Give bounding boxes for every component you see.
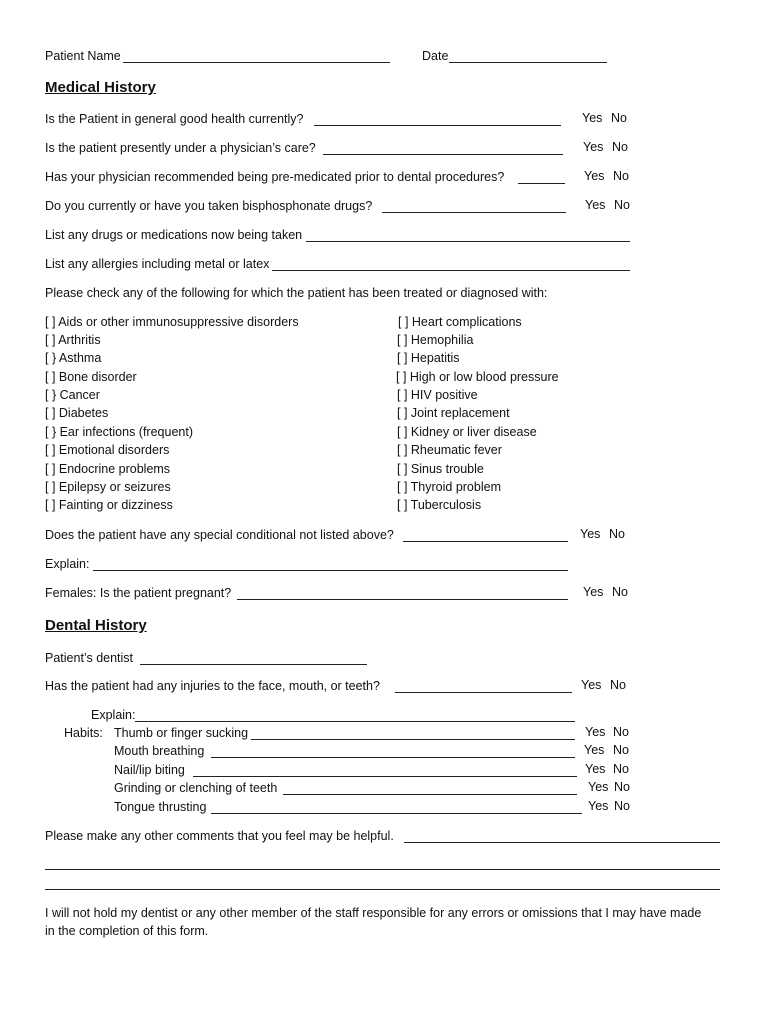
q-pregnant-no[interactable]: No [612, 585, 628, 599]
q-injuries: Has the patient had any injuries to the face, mouth, or teeth? [45, 679, 380, 693]
q-special-condition-field[interactable] [403, 541, 568, 542]
condition-checkbox[interactable]: [ } Asthma [45, 351, 102, 365]
list-allergies-field[interactable] [272, 270, 630, 271]
habit-no[interactable]: No [613, 743, 629, 757]
q-pregnant-field[interactable] [237, 599, 568, 600]
q-physician-care-yes[interactable]: Yes [583, 140, 604, 154]
condition-checkbox[interactable]: [ ] Heart complications [398, 315, 522, 329]
condition-checkbox[interactable]: [ ] Sinus trouble [397, 462, 484, 476]
habits-label: Habits: [64, 726, 103, 740]
q-pregnant: Females: Is the patient pregnant? [45, 586, 232, 600]
q-good-health: Is the Patient in general good health currently? [45, 112, 304, 126]
habit-field[interactable] [211, 757, 575, 758]
condition-checkbox[interactable]: [ ] HIV positive [397, 388, 478, 402]
q-physician-care: Is the patient presently under a physician’s care? [45, 141, 316, 155]
condition-checkbox[interactable]: [ ] Endocrine problems [45, 462, 171, 476]
comments-label: Please make any other comments that you feel may be helpful. [45, 829, 394, 843]
dentist-field[interactable] [140, 664, 367, 665]
condition-checkbox[interactable]: [ ] Kidney or liver disease [397, 425, 537, 439]
q-special-condition-no[interactable]: No [609, 527, 625, 541]
dental-explain-label: Explain: [91, 708, 136, 722]
q-bisphosphonate-yes[interactable]: Yes [585, 198, 606, 212]
habit-yes[interactable]: Yes [588, 780, 609, 794]
habit-label: Tongue thrusting [114, 800, 207, 814]
patient-name-field[interactable] [123, 62, 390, 63]
date-label: Date [422, 49, 449, 63]
q-special-condition: Does the patient have any special conditional not listed above? [45, 528, 394, 542]
condition-checkbox[interactable]: [ ] Epilepsy or seizures [45, 480, 171, 494]
date-field[interactable] [449, 62, 607, 63]
habit-yes[interactable]: Yes [585, 725, 606, 739]
condition-checkbox[interactable]: [ ] Thyroid problem [397, 480, 501, 494]
dental-explain-field[interactable] [135, 721, 575, 722]
dentist-label: Patient’s dentist [45, 651, 134, 665]
q-injuries-no[interactable]: No [610, 678, 626, 692]
habit-yes[interactable]: Yes [585, 762, 606, 776]
list-drugs-label: List any drugs or medications now being taken [45, 228, 303, 242]
q-injuries-field[interactable] [395, 692, 572, 693]
q-bisphosphonate-field[interactable] [382, 212, 566, 213]
habit-field[interactable] [251, 739, 575, 740]
habit-field[interactable] [211, 813, 582, 814]
habit-no[interactable]: No [614, 780, 630, 794]
condition-checkbox[interactable]: [ ] Diabetes [45, 406, 109, 420]
habit-label: Nail/lip biting [114, 763, 185, 777]
condition-checkbox[interactable]: [ ] High or low blood pressure [396, 370, 559, 384]
q-premedicated-field[interactable] [518, 183, 565, 184]
q-injuries-yes[interactable]: Yes [581, 678, 602, 692]
list-allergies-label: List any allergies including metal or latex [45, 257, 270, 271]
q-premedicated-no[interactable]: No [613, 169, 629, 183]
q-physician-care-no[interactable]: No [612, 140, 628, 154]
habit-label: Mouth breathing [114, 744, 205, 758]
habit-field[interactable] [193, 776, 577, 777]
habit-yes[interactable]: Yes [588, 799, 609, 813]
q-good-health-field[interactable] [314, 125, 561, 126]
list-drugs-field[interactable] [306, 241, 630, 242]
q-premedicated-yes[interactable]: Yes [584, 169, 605, 183]
habit-no[interactable]: No [613, 725, 629, 739]
comments-field[interactable] [45, 869, 720, 870]
condition-checkbox[interactable]: [ ] Bone disorder [45, 370, 137, 384]
disclaimer: I will not hold my dentist or any other member of the staff responsible for any errors or omissions that I may have made [45, 906, 702, 920]
disclaimer: in the completion of this form. [45, 924, 209, 938]
condition-checkbox[interactable]: [ ] Rheumatic fever [397, 443, 502, 457]
habit-field[interactable] [283, 794, 577, 795]
habit-label: Thumb or finger sucking [114, 726, 249, 740]
condition-checkbox[interactable]: [ ] Hepatitis [397, 351, 460, 365]
explain-field[interactable] [93, 570, 568, 571]
comments-field[interactable] [45, 889, 720, 890]
habit-no[interactable]: No [613, 762, 629, 776]
condition-checkbox[interactable]: [ ] Fainting or dizziness [45, 498, 173, 512]
comments-field[interactable] [404, 842, 720, 843]
q-bisphosphonate: Do you currently or have you taken bisphosphonate drugs? [45, 199, 373, 213]
dental-history-title: Dental History [45, 617, 147, 634]
condition-checkbox[interactable]: [ ] Aids or other immunosuppressive disorders [45, 315, 299, 329]
q-pregnant-yes[interactable]: Yes [583, 585, 604, 599]
condition-checkbox[interactable]: [ ] Arthritis [45, 333, 101, 347]
condition-checkbox[interactable]: [ ] Emotional disorders [45, 443, 170, 457]
medical-history-title: Medical History [45, 79, 156, 96]
check-prompt: Please check any of the following for which the patient has been treated or diagnosed with: [45, 286, 548, 300]
condition-checkbox[interactable]: [ } Ear infections (frequent) [45, 425, 193, 439]
q-good-health-yes[interactable]: Yes [582, 111, 603, 125]
explain-label: Explain: [45, 557, 90, 571]
q-physician-care-field[interactable] [323, 154, 563, 155]
condition-checkbox[interactable]: [ ] Joint replacement [397, 406, 510, 420]
condition-checkbox[interactable]: [ } Cancer [45, 388, 100, 402]
q-premedicated: Has your physician recommended being pre-medicated prior to dental procedures? [45, 170, 505, 184]
condition-checkbox[interactable]: [ ] Hemophilia [397, 333, 474, 347]
patient-name-label: Patient Name [45, 49, 121, 63]
habit-no[interactable]: No [614, 799, 630, 813]
q-special-condition-yes[interactable]: Yes [580, 527, 601, 541]
q-bisphosphonate-no[interactable]: No [614, 198, 630, 212]
q-good-health-no[interactable]: No [611, 111, 627, 125]
condition-checkbox[interactable]: [ ] Tuberculosis [397, 498, 482, 512]
habit-yes[interactable]: Yes [584, 743, 605, 757]
habit-label: Grinding or clenching of teeth [114, 781, 278, 795]
